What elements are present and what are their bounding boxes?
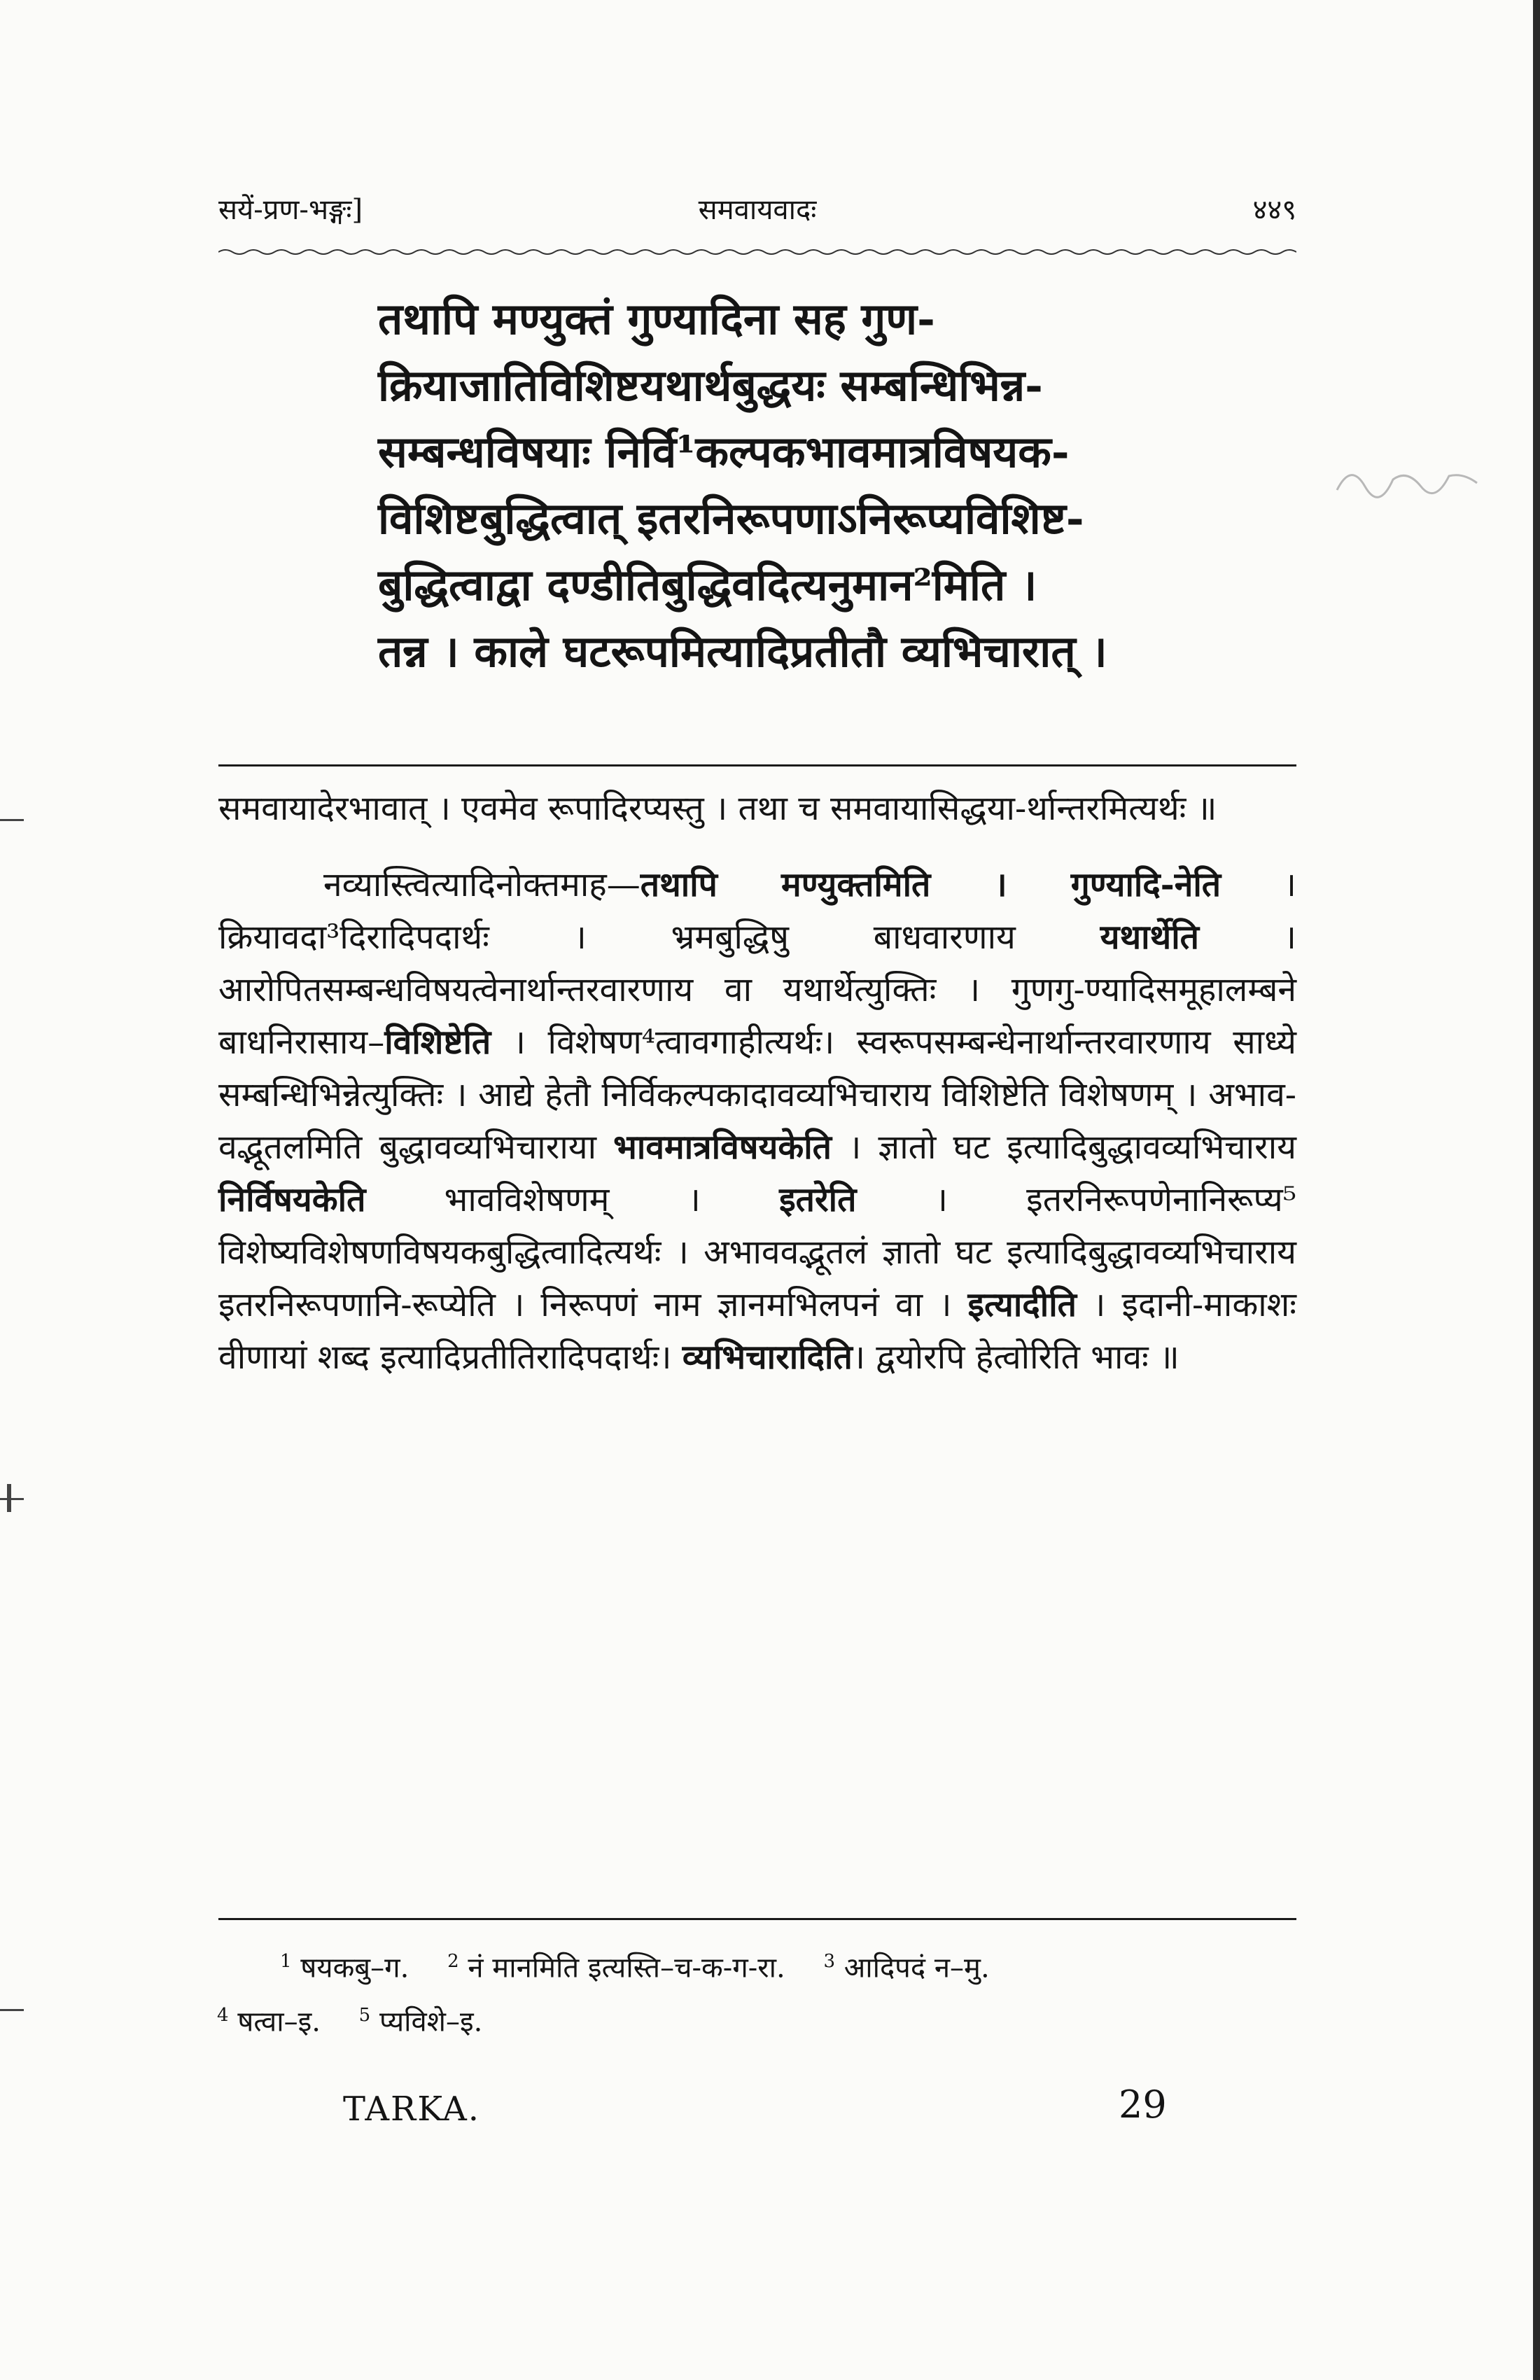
lemma-quote: विशिष्टेति	[384, 1023, 491, 1062]
footnote-row	[280, 1938, 1302, 1991]
lemma-quote: तथापि मण्युक्तमिति । गुण्यादि-नेति	[640, 865, 1222, 904]
commentary-text: । इतरनिरूपणेनानिरूप्य⁵ विशेष्यविशेषणविषयकबुद्धित्वादित्यर्थः । अभाववद्भूतलं ज्ञातो घट इत्यादिबुद्धावव्यभिचाराय इतरनिरूपणानि-रूप्येति । निरूपणं नाम ज्ञानमभिलपनं वा ।	[218, 1180, 1296, 1324]
footnote-number: 5	[358, 2005, 371, 2026]
lemma-quote: इतरेति	[779, 1180, 857, 1219]
commentary-text: । क्रियावदा³दिरादिपदार्थः । भ्रमबुद्धिषु बाधवारणाय	[218, 865, 1297, 957]
commentary-text: नव्यास्त्वित्यादिनोक्तमाह—	[323, 865, 640, 904]
signature-mark: TARKA.	[343, 2090, 481, 2129]
verse-line: तन्न । काले घटरूपमित्यादिप्रतीतौ व्यभिचारात् ।	[378, 626, 1107, 677]
margin-tick	[0, 2009, 24, 2011]
margin-tick	[0, 819, 24, 821]
commentary-paragraph: समवायादेरभावात् । एवमेव रूपादिरप्यस्तु । तथा च समवायासिद्धया-र्थान्तरमित्यर्थः ॥	[218, 789, 1217, 828]
commentary-text: भावविशेषणम् ।	[365, 1180, 780, 1219]
commentary-paragraph	[218, 859, 1296, 1384]
header-page-number: ४४९	[1252, 194, 1296, 226]
verse-line: सम्बन्धविषयाः निर्वि¹कल्पकभावमात्रविषयक-	[378, 426, 1070, 477]
verse-line: तथापि मण्युक्तं गुण्यादिना सह गुण-	[378, 293, 935, 344]
footnotes	[217, 1938, 1302, 2046]
footnote-text: षत्वा–इ.	[237, 2005, 321, 2038]
lemma-quote: निर्विषयकेति	[218, 1180, 366, 1219]
verse-line: बुद्धित्वाद्वा दण्डीतिबुद्धिवदित्यनुमान²मिति ।	[378, 559, 1037, 610]
footnote-number: 3	[823, 1951, 835, 1972]
commentary-text: । ज्ञातो घट इत्यादिबुद्धावव्यभिचाराय	[832, 1128, 1297, 1167]
verse-block	[378, 286, 1148, 685]
footnote-text: षयकबु–ग.	[300, 1952, 410, 1984]
commentary-block	[218, 783, 1296, 1384]
lemma-quote: इत्यादीति	[967, 1285, 1077, 1324]
footnote-divider-rule	[218, 1918, 1296, 1920]
lemma-quote: व्यभिचारादिति	[682, 1338, 853, 1377]
footnote	[359, 1991, 483, 2045]
verse-divider-rule	[218, 764, 1296, 766]
verse-line: विशिष्टबुद्धित्वात् इतरनिरूपणाऽनिरूप्यविशिष्ट-	[378, 493, 1084, 544]
footnote-number: 1	[280, 1951, 292, 1972]
commentary-text: । द्वयोरपि हेत्वोरिति भावः ॥	[852, 1338, 1180, 1377]
running-header	[218, 188, 1296, 232]
header-wavy-rule	[218, 246, 1296, 258]
lemma-quote: भावमात्रविषयकेति	[613, 1128, 832, 1167]
commentary-text: । विशेषण⁴त्वावगाहीत्यर्थः। स्वरूपसम्बन्धेनार्थान्तरवारणाय साध्ये सम्बन्धिभिन्नेत्युक्तिः । आद्ये हेतौ निर्विकल्पकादावव्यभिचाराय विशिष्टेति विशेषणम् । अभाव-वद्भूतलमिति बुद्धावव्यभिचाराया	[218, 1023, 1296, 1167]
commentary-text: । इदानी-माकाशः वीणायां शब्द इत्यादिप्रतीतिरादिपदार्थः।	[218, 1285, 1296, 1377]
margin-tick	[0, 1498, 24, 1500]
verse-line: क्रियाजातिविशिष्टयथार्थबुद्धयः सम्बन्धिभिन्न-	[378, 360, 1043, 411]
footnote	[217, 1991, 321, 2045]
footnote	[447, 1938, 785, 1991]
footnote-text: नं मानमिति इत्यस्ति–च-क-ग-रा.	[468, 1952, 785, 1984]
footnote-text: प्यविशे–इ.	[379, 2005, 483, 2038]
lemma-quote: यथार्थेति	[1100, 918, 1200, 957]
footnote-row	[217, 1991, 1302, 2045]
header-chapter-title: समवायवादः	[698, 194, 817, 226]
footnote-text: आदिपदं न–मु.	[844, 1952, 990, 1984]
footnote-number: 4	[217, 2005, 229, 2026]
footnote	[823, 1938, 989, 1991]
folio-number: 29	[1119, 2082, 1167, 2127]
footnote-number: 2	[447, 1951, 459, 1972]
footnote	[280, 1938, 409, 1991]
header-section-title: सयें-प्रण-भङ्गः]	[218, 194, 363, 226]
commentary-text: । आरोपितसम्बन्धविषयत्वेनार्थान्तरवारणाय वा यथार्थेत्युक्तिः । गुणगु-ण्यादिसमूहालम्बने बाधनिरासाय–	[218, 918, 1296, 1062]
pencil-scribble	[1330, 448, 1484, 511]
